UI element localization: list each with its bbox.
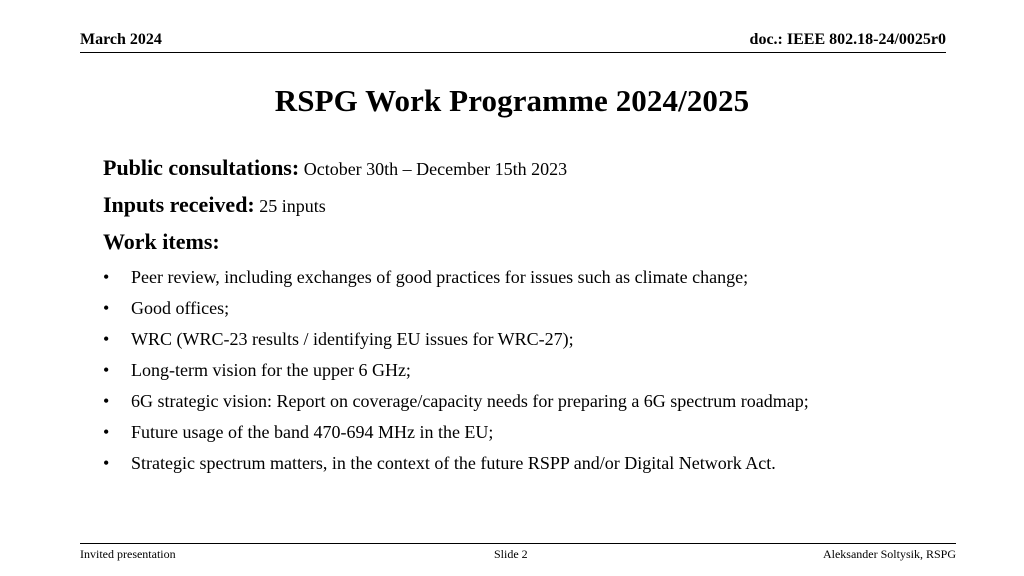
bullet-icon: • xyxy=(103,391,110,411)
consultations-value: October 30th – December 15th 2023 xyxy=(303,159,568,179)
consultations-label: Public consultations: xyxy=(103,155,300,180)
footer-author: Aleksander Soltysik, RSPG xyxy=(822,547,956,561)
slide-footer xyxy=(80,543,956,564)
consultations-line xyxy=(103,152,983,189)
list-item xyxy=(103,387,983,418)
work-item-text: Long-term vision for the upper 6 GHz; xyxy=(131,360,411,380)
work-item-text: Peer review, including exchanges of good practices for issues such as climate change; xyxy=(131,267,749,287)
slide-body xyxy=(103,152,983,480)
list-item xyxy=(103,263,983,294)
inputs-line xyxy=(103,189,983,226)
footer-presentation-type: Invited presentation xyxy=(80,547,176,561)
bullet-icon: • xyxy=(103,422,110,442)
list-item xyxy=(103,356,983,387)
bullet-icon: • xyxy=(103,453,110,473)
list-item xyxy=(103,325,983,356)
inputs-label: Inputs received: xyxy=(103,192,255,217)
work-items-line xyxy=(103,226,983,263)
header-doc-number: doc.: IEEE 802.18-24/0025r0 xyxy=(749,31,946,48)
bullet-icon: • xyxy=(103,267,110,287)
work-item-text: Future usage of the band 470-694 MHz in the EU; xyxy=(131,422,494,442)
list-item xyxy=(103,449,983,480)
work-item-text: Good offices; xyxy=(131,298,230,318)
work-items-list xyxy=(103,263,983,480)
slide-title: RSPG Work Programme 2024/2025 xyxy=(274,83,750,118)
slide-header xyxy=(80,30,946,53)
work-item-text: Strategic spectrum matters, in the context of the future RSPP and/or Digital Network Act. xyxy=(131,453,776,473)
bullet-icon: • xyxy=(103,360,110,380)
list-item xyxy=(103,418,983,449)
work-item-text: WRC (WRC-23 results / identifying EU issues for WRC-27); xyxy=(131,329,574,349)
footer-slide-number: Slide 2 xyxy=(494,547,528,561)
work-item-text: 6G strategic vision: Report on coverage/capacity needs for preparing a 6G spectrum roadmap; xyxy=(131,391,809,411)
bullet-icon: • xyxy=(103,329,110,349)
inputs-value: 25 inputs xyxy=(259,196,326,216)
header-date: March 2024 xyxy=(80,31,162,48)
work-items-label: Work items: xyxy=(103,229,220,254)
list-item xyxy=(103,294,983,325)
bullet-icon: • xyxy=(103,298,110,318)
